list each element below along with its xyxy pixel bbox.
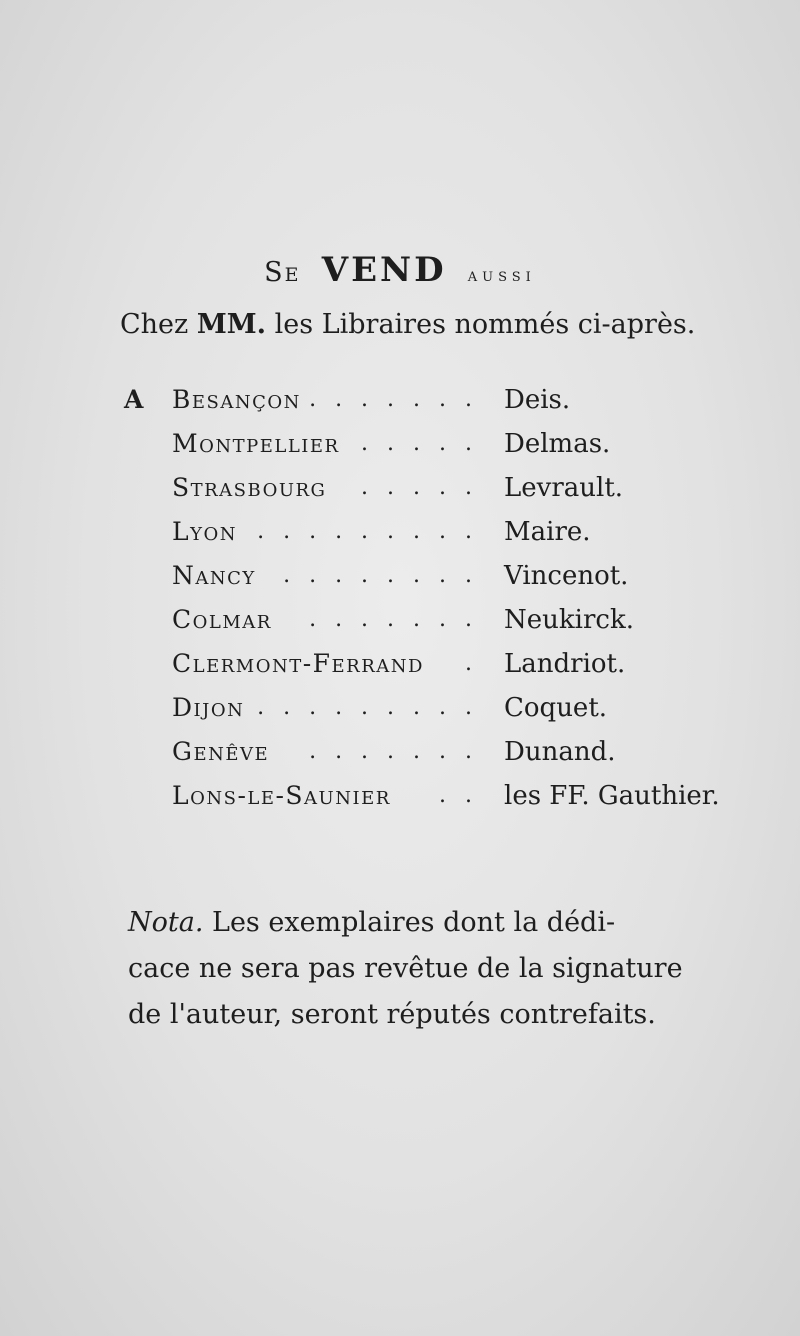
city-name: Genêve (172, 737, 270, 766)
dot-leader: . . . . . . . (309, 607, 478, 632)
dot-leader: . . (439, 783, 478, 808)
dot-leader: . . . . . (361, 475, 478, 500)
list-item (0, 598, 800, 642)
list-item (0, 510, 800, 554)
city-name: Lyon (172, 517, 237, 546)
bookseller-name: Landriot. (504, 649, 626, 679)
nota-text-1: Les exemplaires dont la dédi- (212, 907, 616, 938)
city-name: Clermont-Ferrand (172, 649, 424, 678)
list-item (0, 554, 800, 598)
nota-line-1 (128, 900, 778, 946)
list-item (0, 686, 800, 730)
city-name: Besançon (172, 385, 301, 414)
dot-leader: . . . . . . . (309, 739, 478, 764)
list-item (0, 774, 800, 818)
bookseller-name: Coquet. (504, 693, 608, 723)
heading-mm: MM. (196, 309, 267, 340)
bookseller-name: Dunand. (504, 737, 616, 767)
nota-paragraph (128, 900, 778, 1038)
bookseller-name: Levrault. (504, 473, 624, 503)
heading-se: Se (264, 257, 301, 288)
list-item (0, 422, 800, 466)
nota-line-3: de l'auteur, seront réputés contrefaits. (128, 999, 656, 1030)
dot-leader: . . . . . . . . . (257, 519, 478, 544)
bookseller-name: Vincenot. (504, 561, 629, 591)
list-item (0, 466, 800, 510)
heading-chez-mm (120, 305, 695, 345)
dot-leader: . . . . . . . (309, 387, 478, 412)
bookseller-name: Delmas. (504, 429, 611, 459)
nota-label: Nota. (128, 907, 204, 938)
city-name: Dijon (172, 693, 245, 722)
city-name: Colmar (172, 605, 272, 634)
dot-leader: . (465, 651, 478, 676)
heading-aussi: aussi (467, 264, 536, 286)
city-name: Strasbourg (172, 473, 327, 502)
bookseller-name: Maire. (504, 517, 591, 547)
dot-leader: . . . . . . . . . (257, 695, 478, 720)
list-item (0, 642, 800, 686)
city-name: Montpellier (172, 429, 340, 458)
city-name: Nancy (172, 561, 256, 590)
heading-chez: Chez (120, 309, 189, 340)
list-prefix: A (124, 385, 144, 414)
heading-se-vend-aussi (0, 250, 800, 295)
city-name: Lons-le-Saunier (172, 781, 391, 810)
list-item (0, 378, 800, 422)
list-item (0, 730, 800, 774)
nota-line-2: cace ne sera pas revêtue de la signature (128, 953, 683, 984)
dot-leader: . . . . . . . . (283, 563, 478, 588)
heading-libraires: les Libraires nommés ci-après. (274, 309, 696, 340)
bookseller-name: les FF. Gauthier. (504, 781, 720, 811)
dot-leader: . . . . . (361, 431, 478, 456)
heading-vend: VEND (321, 250, 447, 290)
bookseller-name: Neukirck. (504, 605, 634, 635)
bookseller-name: Deis. (504, 385, 571, 415)
